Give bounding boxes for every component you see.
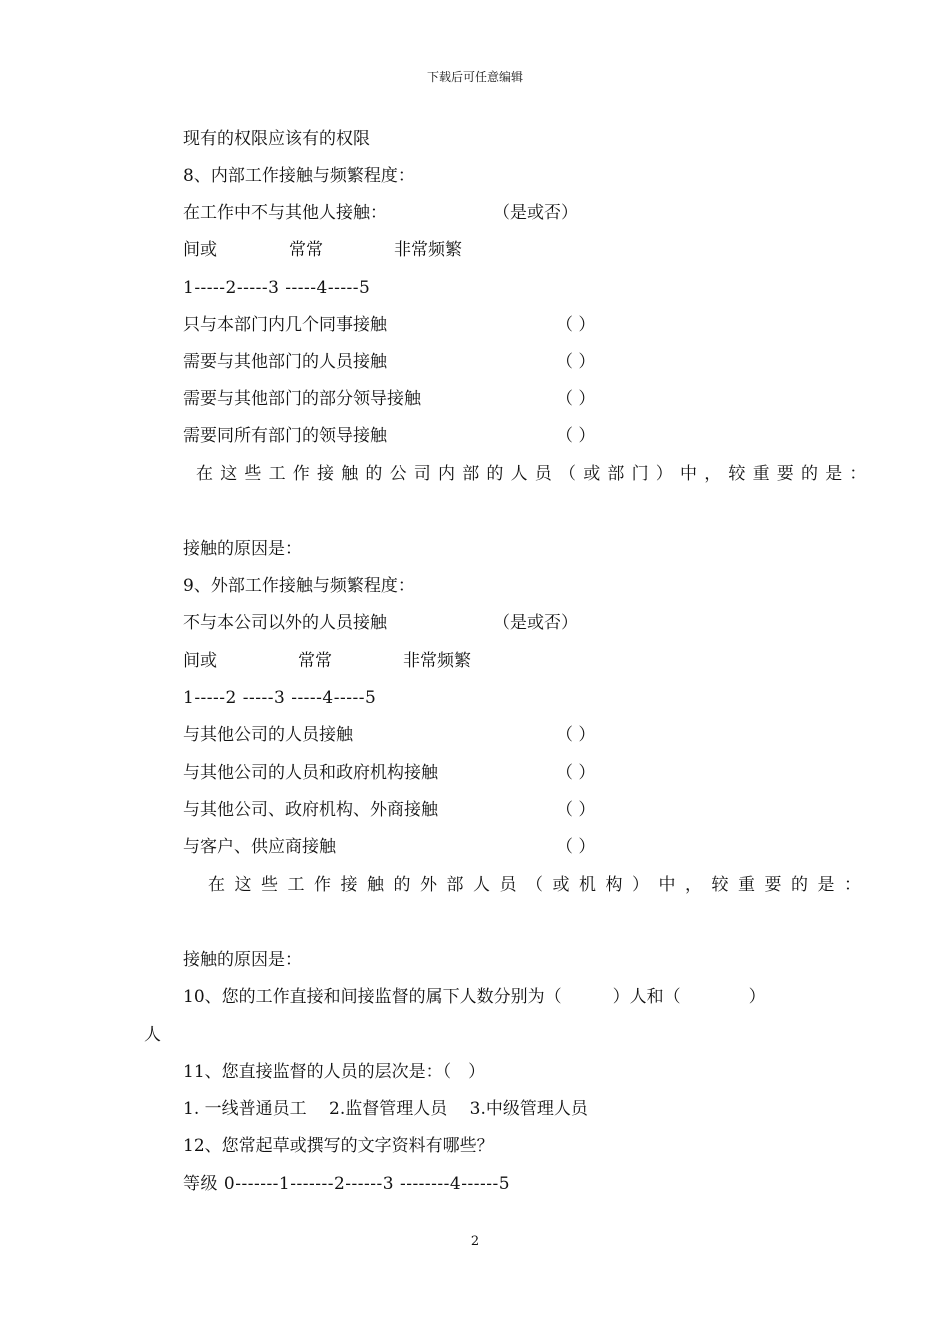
q9-option-3-label: 与其他公司、政府机构、外商接触 xyxy=(183,800,438,820)
q8-option-1-box: （ ） xyxy=(556,315,596,335)
page-header: 下载后可任意编辑 xyxy=(426,70,523,84)
q8-option-1 xyxy=(183,314,603,336)
q9-option-2 xyxy=(183,762,603,784)
q8-option-3-box: （ ） xyxy=(556,389,596,409)
q9-reason: 接触的原因是： xyxy=(183,950,302,970)
q8-option-1-label: 只与本部门内几个同事接触 xyxy=(183,315,387,335)
q8-title: 8、内部工作接触与频繁程度： xyxy=(183,166,415,186)
q11-levels: 11、您直接监督的人员的层次是：（ ） xyxy=(183,1062,486,1082)
q9-important-contacts: 在这些工作接触的外部人员（或机构）中，较重要的是： xyxy=(208,875,871,895)
freq-often: 常常 xyxy=(289,240,323,260)
q9-frequency-labels xyxy=(183,650,583,672)
q10-unit: 人 xyxy=(144,1025,161,1045)
freq-occasionally: 间或 xyxy=(183,240,217,260)
q9-option-4-label: 与客户、供应商接触 xyxy=(183,837,336,857)
q8-option-4-box: （ ） xyxy=(556,426,596,446)
q9-option-3-box: （ ） xyxy=(556,800,596,820)
q9-option-1-label: 与其他公司的人员接触 xyxy=(183,725,353,745)
q11-options: 1. 一线普通员工 2.监督管理人员 3.中级管理人员 xyxy=(183,1099,588,1119)
q8-option-4 xyxy=(183,425,603,447)
q9-scale: 1-----2 -----3 -----4-----5 xyxy=(183,688,377,708)
q9-option-2-label: 与其他公司的人员和政府机构接触 xyxy=(183,763,438,783)
q8-frequency-labels xyxy=(183,239,583,261)
q12-documents: 12、您常起草或撰写的文字资料有哪些？ xyxy=(183,1136,494,1156)
q9-no-contact xyxy=(183,612,578,634)
q8-reason: 接触的原因是： xyxy=(183,539,302,559)
q12-scale: 等级 0-------1-------2------3 --------4------5 xyxy=(183,1174,511,1194)
line-current-permissions: 现有的权限应该有的权限 xyxy=(183,129,370,149)
q9-option-1 xyxy=(183,724,603,746)
q9-option-4 xyxy=(183,836,603,858)
freq-very-often: 非常频繁 xyxy=(403,651,471,671)
page-number: 2 xyxy=(470,1234,480,1249)
q8-no-contact-label: 在工作中不与其他人接触： xyxy=(183,203,387,223)
q8-option-4-label: 需要同所有部门的领导接触 xyxy=(183,426,387,446)
q9-title: 9、外部工作接触与频繁程度： xyxy=(183,576,415,596)
q9-option-1-box: （ ） xyxy=(556,725,596,745)
q9-option-3 xyxy=(183,799,603,821)
freq-very-often: 非常频繁 xyxy=(394,240,462,260)
q10-subordinates: 10、您的工作直接和间接监督的属下人数分别为（ ）人和（ ） xyxy=(183,987,766,1007)
q9-no-contact-label: 不与本公司以外的人员接触 xyxy=(183,613,387,633)
q8-no-contact xyxy=(183,202,578,224)
q8-option-2 xyxy=(183,351,603,373)
q8-important-contacts: 在这些工作接触的公司内部的人员（或部门）中，较重要的是： xyxy=(196,464,874,484)
q8-option-3-label: 需要与其他部门的部分领导接触 xyxy=(183,389,421,409)
freq-occasionally: 间或 xyxy=(183,651,217,671)
q9-yes-no: （是或否） xyxy=(493,613,578,633)
q9-option-4-box: （ ） xyxy=(556,837,596,857)
q8-option-2-label: 需要与其他部门的人员接触 xyxy=(183,352,387,372)
q8-yes-no: （是或否） xyxy=(493,203,578,223)
q8-scale: 1-----2-----3 -----4-----5 xyxy=(183,278,371,298)
freq-often: 常常 xyxy=(298,651,332,671)
q8-option-3 xyxy=(183,388,603,410)
q9-option-2-box: （ ） xyxy=(556,763,596,783)
q8-option-2-box: （ ） xyxy=(556,352,596,372)
